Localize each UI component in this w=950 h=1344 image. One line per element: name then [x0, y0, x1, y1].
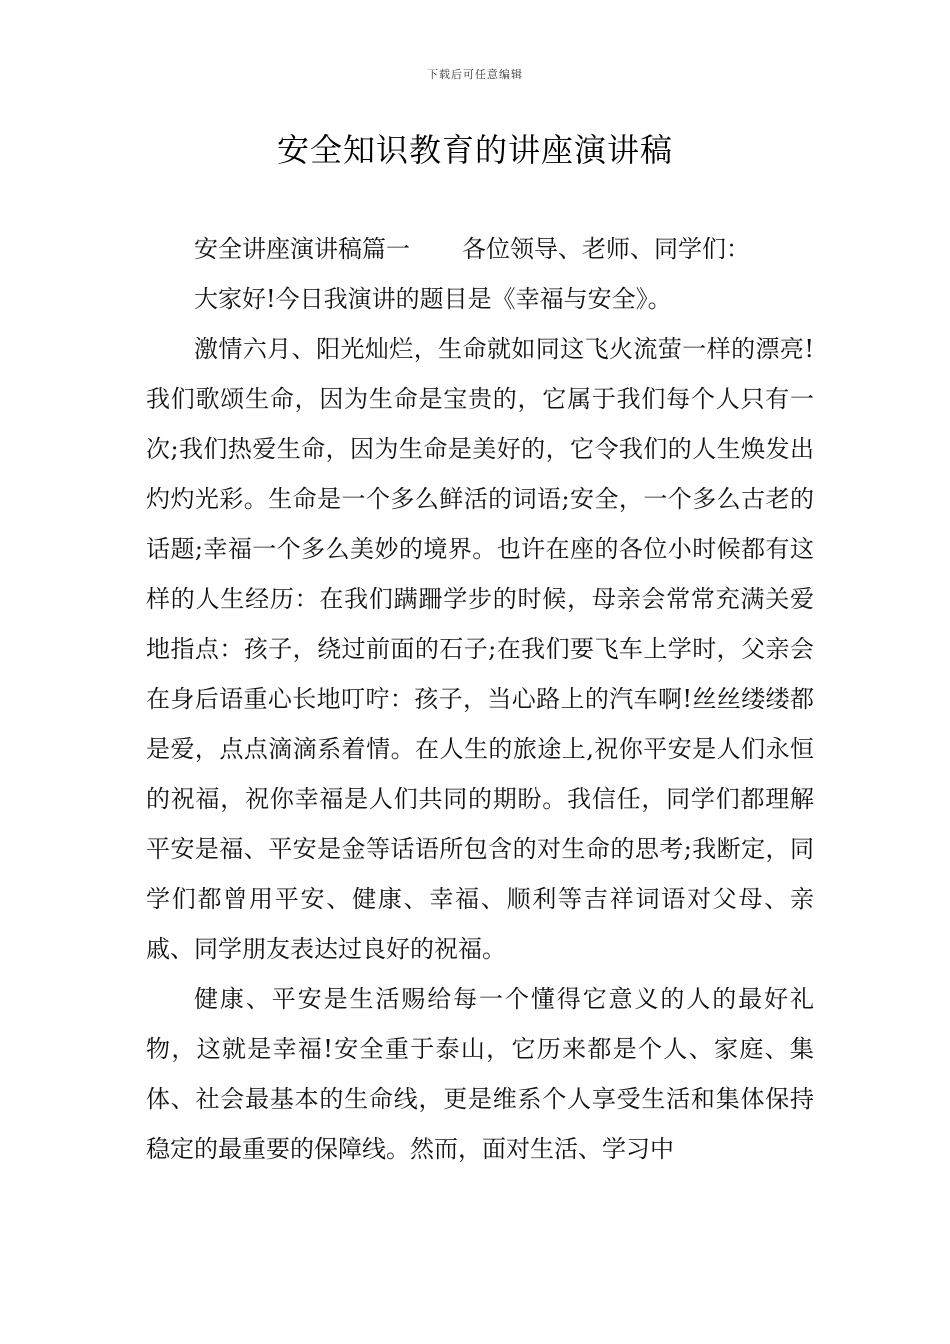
document-body [146, 224, 814, 1174]
header-note: 下载后可任意编辑 [427, 68, 523, 81]
salutation: 各位领导、老师、同学们： [462, 235, 750, 263]
paragraph-life: 激情六月、阳光灿烂，生命就如同这飞火流萤一样的漂亮!我们歌颂生命，因为生命是宝贵的，它属于我们每个人只有一次;我们热爱生命，因为生命是美好的，它令我们的人生焕发出灼灼光彩。生命是一个多么鲜活的词语;安全，一个多么古老的话题;幸福一个多么美妙的境界。也许在座的各位小时候都有这样的人生经历：在我们蹒跚学步的时候，母亲会常常充满关爱地指点：孩子，绕过前面的石子;在我们要飞车上学时，父亲会在身后语重心长地叮咛：孩子，当心路上的汽车啊!丝丝缕缕都是爱，点点滴滴系着情。在人生的旅途上,祝你平安是人们永恒的祝福，祝你幸福是人们共同的期盼。我信任，同学们都理解平安是福、平安是金等话语所包含的对生命的思考;我断定，同学们都曾用平安、健康、幸福、顺利等吉祥词语对父母、亲戚、同学朋友表达过良好的祝福。 [146, 335, 814, 963]
paragraph-greeting: 大家好!今日我演讲的题目是《幸福与安全》。 [194, 285, 672, 313]
opening-line [146, 224, 814, 274]
section-heading: 安全讲座演讲稿篇一 [194, 235, 410, 263]
paragraph-health: 健康、平安是生活赐给每一个懂得它意义的人的最好礼物，这就是幸福!安全重于泰山，它历来都是个人、家庭、集体、社会最基本的生命线，更是维系个人享受生活和集体保持稳定的最重要的保障线。然而，面对生活、学习中 [146, 985, 814, 1163]
document-title: 安全知识教育的讲座演讲稿 [276, 131, 673, 169]
